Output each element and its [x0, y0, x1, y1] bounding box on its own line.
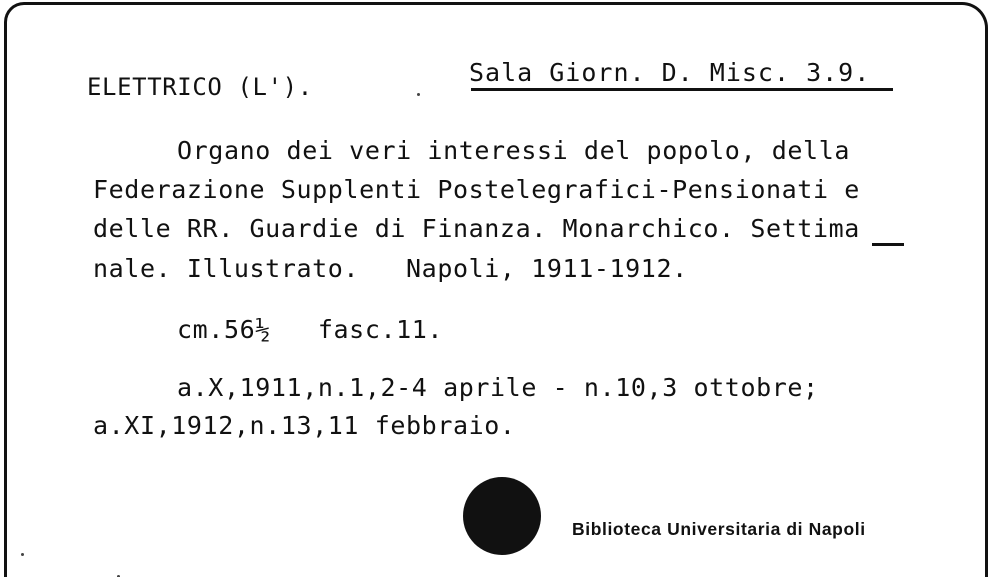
holdings-line: a.XI,1912,n.13,11 febbraio. [93, 411, 516, 440]
library-stamp: Biblioteca Universitaria di Napoli [572, 519, 866, 539]
holdings-line: a.X,1911,n.1,2-4 aprile - n.10,3 ottobre; [177, 373, 819, 402]
description-line: delle RR. Guardie di Finanza. Monarchico. Settima [93, 214, 860, 243]
paper-speck [417, 93, 420, 96]
description-line: Federazione Supplenti Postelegrafici-Pensionati e [93, 175, 860, 204]
shelfmark: Sala Giorn. D. Misc. 3.9. [469, 58, 871, 87]
paper-speck [117, 575, 120, 577]
paper-speck [21, 553, 24, 556]
shelfmark-underline [471, 88, 893, 91]
physical-size: cm.56½ fasc.11. [177, 315, 444, 344]
description-line: Organo dei veri interessi del popolo, della [177, 136, 851, 165]
card-title: ELETTRICO (L'). [87, 73, 313, 101]
description-line: nale. Illustrato. Napoli, 1911-1912. [93, 254, 688, 283]
catalog-card [4, 2, 988, 577]
library-stamp-dot-icon [463, 477, 541, 555]
hyphenation-underline [872, 243, 904, 246]
